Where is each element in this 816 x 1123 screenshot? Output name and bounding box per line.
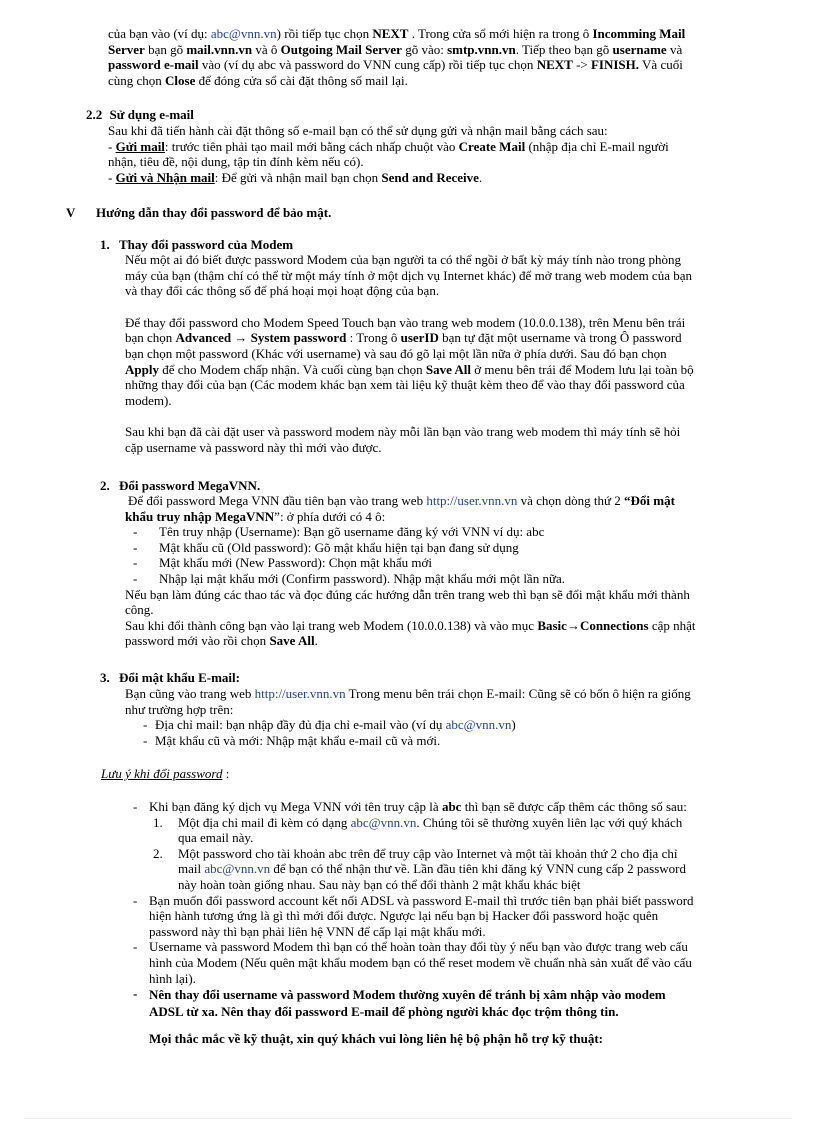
section-v-title: Hướng dẫn thay đổi password để bảo mật. <box>96 205 332 220</box>
modem-p3-l1: Sau khi bạn đã cài đặt user và password modem này mỗi lần bạn vào trang web modem thì máy tính sẽ hỏi <box>125 424 681 440</box>
megavnn-after-3: Sau khi đổi thành công bạn vào lại trang web Modem (10.0.0.138) và vào mục Basic→Connections cập nhật <box>125 617 696 633</box>
list-item: - Mật khẩu mới (New Password): Chọn mật khẩu mới <box>133 555 432 571</box>
user-vnn-link-2[interactable]: http://user.vnn.vn <box>254 686 346 701</box>
modem-p2-l6: modem). <box>125 392 172 408</box>
note-bullet-2: - Bạn muốn đổi password account kết nối ADSL và password E-mail thì trước tiên bạn phải biết password hiện hành tương ứng là gì thì mới đổi được. Ngược lại nếu bạn bị Hacker đổi password hoặc quên password này thì bạn phải liên hệ VNN để cấp lại mật khẩu mới. <box>133 892 694 939</box>
section-title: Sử dụng e-mail <box>109 107 194 122</box>
section-v-heading <box>66 205 332 221</box>
numbered-item-1: 1. Một địa chỉ mail đi kèm có dạng abc@vnn.vn. Chúng tôi sẽ thường xuyên liên lạc với quý khách <box>153 814 683 830</box>
intro-paragraph <box>108 26 758 88</box>
megavnn-line-1: Để đổi password Mega VNN đầu tiên bạn vào trang web http://user.vnn.vn và chọn dòng thứ 2 “Đổi mật <box>128 493 675 508</box>
subsection-3-heading: 3. Đổi mật khẩu E-mail: <box>100 670 240 685</box>
megavnn-after-1: Nếu bạn làm đúng các thao tác và đọc đúng các hướng dẫn trên trang web thì bạn sẽ đổi mật khẩu mới thành <box>125 586 690 602</box>
intro-line-3: password e-mail vào (ví dụ abc và password do VNN cung cấp) rồi tiếp tục chọn NEXT -> FINISH. Và cuối <box>108 57 683 73</box>
note-bullet-3: - Username và password Modem thì bạn có thể hoàn toàn thay đổi tùy ý nếu bạn vào được trang web cấu hình của Modem (Nếu quên mật khẩu modem bạn có thể reset modem về chuẩn nhà sản xuất để vào cấu hình lại). <box>133 939 692 986</box>
roman-numeral: V <box>66 205 76 220</box>
support-contact-line: Mọi thắc mắc về kỹ thuật, xin quý khách vui lòng liên hệ bộ phận hỗ trợ kỹ thuật: <box>149 1031 603 1047</box>
section-number: 2.2 <box>86 107 103 122</box>
subsection-1-heading: 1. Thay đổi password của Modem <box>100 237 294 252</box>
list-item: - Mật khẩu cũ và mới: Nhập mật khẩu e-mail cũ và mới. <box>143 732 441 748</box>
modem-p2-l1: Để thay đổi password cho Modem Speed Touch bạn vào trang web modem (10.0.0.138), trên Menu bên trái <box>125 314 686 330</box>
intro-line-4: cùng chọn Close để đóng cửa sổ cài đặt thông số mail lại. <box>108 72 408 88</box>
note-heading: Lưu ý khi đổi password : <box>101 766 230 781</box>
page-bottom-edge <box>24 1118 792 1119</box>
megavnn-after-4: password mới vào rồi chọn Save All. <box>125 633 318 649</box>
section-2-2-heading <box>86 107 194 123</box>
modem-p2-l4: Apply để cho Modem chấp nhận. Và cuối cùng bạn chọn Save All ở menu bên trái để Modem lưu lại toàn bộ <box>125 361 694 377</box>
subsection-3-body <box>125 686 757 748</box>
subsection-1-body <box>125 252 757 456</box>
send-mail-line: - Gửi mail: trước tiên phải tạo mail mới bằng cách nhấp chuột vào Create Mail (nhập địa chỉ E-mail người <box>108 138 669 154</box>
intro-line-1: của bạn vào (ví dụ: abc@vnn.vn) rồi tiếp tục chọn NEXT . Trong cửa sổ mới hiện ra trong ô Incomming Mail <box>108 26 686 41</box>
modem-p2-l2: bạn chọn Advanced → System password : Trong ô userID bạn tự đặt một username và trong Ô password <box>125 330 682 346</box>
modem-p1-l1: Nếu một ai đó biết được password Modem của bạn người ta có thể ngồi ở bất kỳ máy tính nào trong phòng <box>125 252 682 267</box>
subsection-2-body <box>125 493 757 649</box>
megavnn-after-2: công. <box>125 602 154 618</box>
list-item: - Nhập lại mật khẩu mới (Confirm password). Nhập mật khẩu mới một lần nữa. <box>133 570 566 586</box>
note-bullet-1: - Khi bạn đăng ký dịch vụ Mega VNN với tên truy cập là abc thì bạn sẽ được cấp thêm các thông số sau: <box>133 799 687 814</box>
section-2-2-body <box>108 123 758 185</box>
modem-p1-l2: máy của bạn (thậm chí có thể từ một máy tính ở một dịch vụ Internet khác) để mở trang web modem của bạn <box>125 267 692 283</box>
list-item: - Địa chỉ mail: bạn nhập đầy đủ địa chỉ e-mail vào (ví dụ abc@vnn.vn) <box>143 717 516 733</box>
intro-line-2: Server bạn gõ mail.vnn.vn và ô Outgoing Mail Server gõ vào: smtp.vnn.vn. Tiếp theo bạn gõ username và <box>108 41 683 57</box>
receive-mail-line: - Gửi và Nhận mail: Để gửi và nhận mail bạn chọn Send and Receive. <box>108 169 483 185</box>
numbered-item-2: 2. Một password cho tài khoản abc trên để truy cập vào Internet và một tài khoản thứ 2 cho địa chỉ <box>153 845 678 861</box>
modem-p2-l3: bạn chọn một password (Khác với username) và sau đó gõ lại một lần nữa ở phía dưới. Sau đó bạn chọn <box>125 345 667 361</box>
megavnn-line-2: khẩu truy nhập MegaVNN”: ở phía dưới có 4 ô: <box>125 508 386 524</box>
modem-p1-l3: và thay đổi các thông số để phá hoại mọi hoạt động của bạn. <box>125 283 440 299</box>
user-vnn-link[interactable]: http://user.vnn.vn <box>426 493 518 508</box>
modem-p2-l5: những thay đổi của bạn (Các modem khác bạn xem tài liệu kỹ thuật kèm theo để vào thay đổi password của <box>125 377 685 393</box>
modem-p3-l2: cặp username và password này thì mới vào được. <box>125 439 382 455</box>
list-item: - Mật khẩu cũ (Old password): Gõ mật khẩu hiện tại bạn đang sử dụng <box>133 539 519 555</box>
send-mail-line-2: nhận, tiêu đề, nội dung, tập tin đính kèm nếu có). <box>108 154 364 170</box>
note-numbered-list: 1. Một địa chỉ mail đi kèm có dạng abc@vnn.vn. Chúng tôi sẽ thường xuyên liên lạc với quý khách qua email này. 2. Một password cho tài khoản abc trên để truy cập vào Internet và một tài khoản thứ 2 cho địa chỉ mail abc@vnn.vn để bạn có thể nhận thư về. Lần đầu tiên khi đăng ký VNN cung cấp 2 password này hoàn toàn giống nhau. Sau này bạn có thể đổi thành 2 mật khẩu khác biệt <box>133 815 758 893</box>
email-change-line-1: Bạn cũng vào trang web http://user.vnn.vn Trong menu bên trái chọn E-mail: Cũng sẽ có bốn ô hiện ra giống <box>125 686 691 701</box>
note-bullet-4: - Nên thay đổi username và password Modem thường xuyên để tránh bị xâm nhập vào modem ADSL từ xa. Nên thay đổi password E-mail để phòng người khác đọc trộm thông tin. <box>133 986 666 1020</box>
list-item: - Tên truy nhập (Username): Bạn gõ username đăng ký với VNN ví dụ: abc <box>133 524 545 540</box>
section-2-2-intro: Sau khi đã tiến hành cài đặt thông số e-mail bạn có thể sử dụng gửi và nhận mail bằng cách sau: <box>108 123 608 138</box>
email-example-link[interactable]: abc@vnn.vn <box>210 26 277 41</box>
subsection-2-heading: 2. Đổi password MegaVNN. <box>100 478 261 493</box>
megavnn-field-list <box>125 524 757 586</box>
email-change-line-2: như trường hợp trên: <box>125 701 234 717</box>
note-body <box>133 799 758 1047</box>
